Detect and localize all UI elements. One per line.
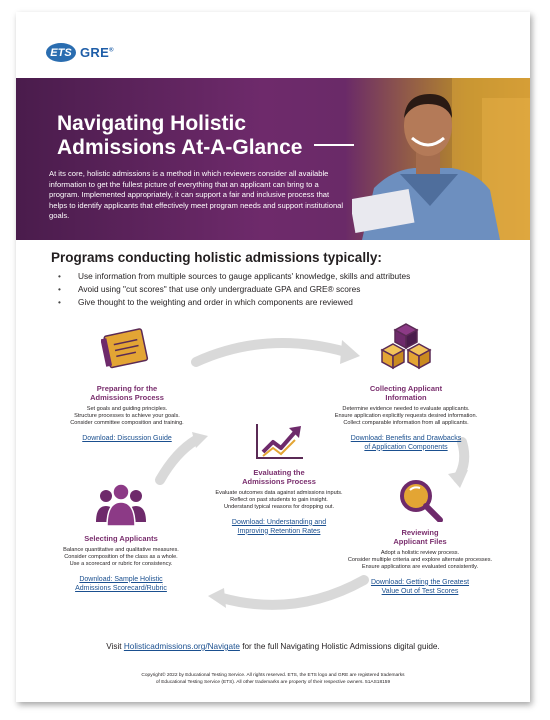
step-desc-line: Understand typical reasons for dropping out. (223, 504, 335, 511)
download-discussion-guide-link[interactable] (52, 434, 202, 443)
link-text: Download: Discussion Guide (82, 434, 172, 442)
step-desc-line: Adopt a holistic review process. (380, 550, 460, 556)
step-title-line: Reviewing (401, 528, 439, 537)
step-title-line: Admissions Process (90, 393, 164, 402)
step-title (52, 384, 202, 402)
step-desc-line: Evaluate outcomes data against admissions inputs. (215, 490, 343, 496)
hero-title-line-1: Navigating Holistic (57, 112, 247, 135)
step-description (36, 547, 206, 569)
step-title (36, 534, 206, 543)
step-title (316, 384, 496, 402)
step-preparing (52, 326, 202, 443)
magnifying-glass-icon (396, 478, 444, 522)
download-scorecard-rubric-link[interactable] (36, 575, 206, 593)
gre-logo-text: GRE (80, 45, 110, 60)
boxes-icon (379, 322, 433, 372)
footer-visit-text (16, 642, 530, 651)
step-title-line: Information (385, 393, 427, 402)
copyright-line: of Educational Testing Service (ETS). All other trademarks are property of their respective owners. 51AS18159 (155, 680, 391, 685)
step-desc-line: Consider composition of the class as a whole. (64, 554, 178, 561)
bullet-item: • Give thought to the weighting and order in which components are reviewed (58, 296, 410, 309)
step-desc-line: Consider multiple criteria and explore alternate processes. (347, 557, 493, 564)
step-title-line: Applicant Files (393, 537, 447, 546)
step-selecting (36, 482, 206, 593)
visit-prefix: Visit (106, 642, 122, 651)
step-title-line: Admissions Process (242, 477, 316, 486)
step-desc-line: Consider committee composition and training. (70, 420, 184, 427)
link-text: Improving Retention Rates (237, 527, 321, 535)
section-heading: Programs conducting holistic admissions typically: (51, 250, 382, 265)
link-text: Admissions Scorecard/Rubric (75, 584, 167, 592)
gre-registered-mark: ® (109, 47, 114, 54)
hero-title-line-2: Admissions At-A-Glance (57, 136, 303, 159)
arrow-head-icon (208, 588, 226, 608)
holistic-admissions-link[interactable]: Holisticadmissions.org/Navigate (123, 642, 240, 651)
step-reviewing (322, 478, 518, 596)
bullet-item: • Use information from multiple sources to gauge applicants' knowledge, skills and attributes (58, 270, 410, 283)
link-text: Download: Sample Holistic (79, 575, 163, 583)
ets-logo: ETS (46, 43, 76, 62)
step-title-line: Selecting Applicants (84, 534, 158, 543)
trend-chart-icon (253, 422, 305, 462)
hero-body-text: At its core, holistic admissions is a method in which reviewers consider all available information to get the fullest picture of everything that an applicant can bring to a program. Implemented appropriately, it can support a fair and inclusive process that helps to identify applicants that effectively meet program needs and support institutional goals. (49, 169, 344, 220)
step-desc-line: Ensure application explicitly requests desired information. (334, 413, 478, 420)
visit-suffix: for the full Navigating Holistic Admissions digital guide. (242, 642, 440, 651)
copyright-line: Copyright© 2022 by Educational Testing Service. All rights reserved. ETS, the ETS logo and GRE are registered trademarks (141, 673, 405, 678)
step-desc-line: Determine evidence needed to evaluate applicants. (342, 406, 470, 412)
link-text: Download: Getting the Greatest (370, 578, 470, 586)
notebook-icon (101, 326, 153, 372)
step-title (322, 528, 518, 546)
download-test-scores-link[interactable] (322, 578, 518, 596)
step-title-line: Evaluating the (253, 468, 305, 477)
document-page (16, 12, 530, 702)
link-text: Download: Understanding and (231, 518, 327, 526)
link-text: Value Out of Test Scores (381, 587, 459, 595)
step-desc-line: Set goals and guiding principles. (86, 406, 168, 412)
link-text: of Application Components (364, 443, 448, 451)
step-desc-line: Ensure applications are evaluated consistently. (361, 564, 479, 571)
bullet-item: • Avoid using "cut scores" that use only undergraduate GPA and GRE® scores (58, 283, 410, 296)
step-description (52, 406, 202, 428)
step-desc-line: Collect comparable information from all applicants. (343, 420, 469, 427)
copyright-notice (76, 672, 470, 686)
step-title-line: Preparing for the (96, 384, 158, 393)
step-title-line: Collecting Applicant (369, 384, 443, 393)
step-desc-line: Use a scorecard or rubric for consistency. (69, 561, 173, 568)
step-desc-line: Reflect on past students to gain insight. (230, 497, 328, 504)
step-desc-line: Balance quantitative and qualitative measures. (63, 547, 179, 553)
step-desc-line: Structure processes to achieve your goals. (74, 413, 180, 420)
link-text: Download: Benefits and Drawbacks (350, 434, 462, 442)
step-description (322, 550, 518, 572)
people-group-icon (94, 482, 148, 526)
